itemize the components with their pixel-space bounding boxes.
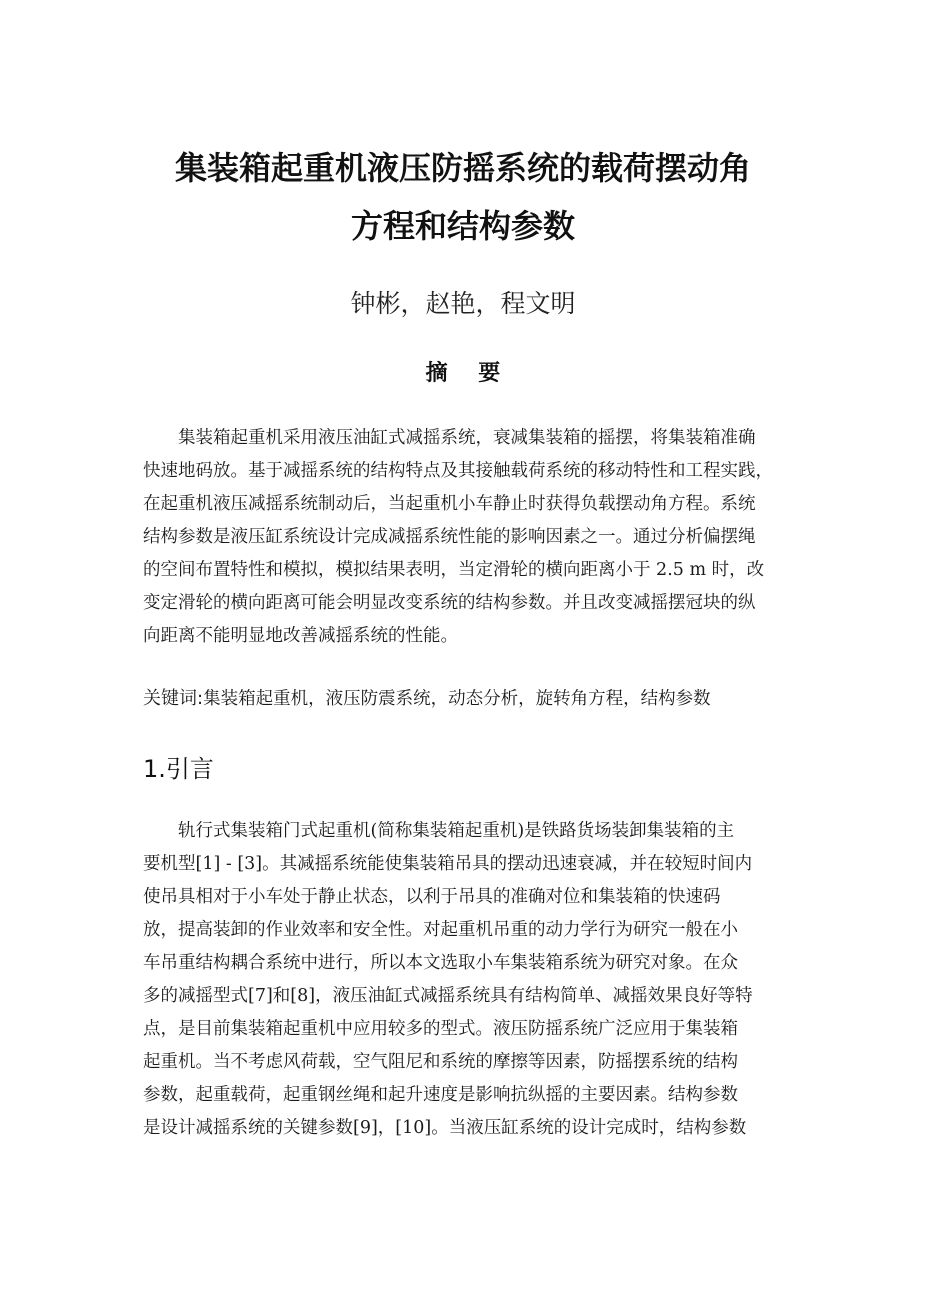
body-line: 是设计减摇系统的关键参数[9]，[10]。当液压缸系统的设计完成时，结构参数	[143, 1118, 747, 1138]
body-line: 起重机。当不考虑风荷载，空气阻尼和系统的摩擦等因素，防摇摆系统的结构	[143, 1052, 738, 1072]
abstract-line: 在起重机液压减摇系统制动后，当起重机小车静止时获得负载摆动角方程。系统	[143, 494, 756, 514]
abstract-line: 向距离不能明显地改善减摇系统的性能。	[143, 626, 458, 646]
body-line: 点，是目前集装箱起重机中应用较多的型式。液压防摇系统广泛应用于集装箱	[143, 1019, 738, 1039]
body-line: 放，提高装卸的作业效率和安全性。对起重机吊重的动力学行为研究一般在小	[143, 920, 738, 940]
body-line: 使吊具相对于小车处于静止状态，以利于吊具的准确对位和集装箱的快速码	[143, 887, 721, 907]
abstract-line: 结构参数是液压缸系统设计完成减摇系统性能的影响因素之一。通过分析偏摆绳	[143, 527, 756, 547]
abstract-line: 变定滑轮的横向距离可能会明显改变系统的结构参数。并且改变减摇摆冠块的纵	[143, 593, 756, 613]
abstract-line: 集装箱起重机采用液压油缸式减摇系统，衰减集装箱的摇摆，将集装箱准确	[178, 428, 756, 448]
body-line: 要机型[1] - [3]。其减摇系统能使集装箱吊具的摆动迅速衰减，并在较短时间内	[143, 854, 753, 874]
body-line: 多的减摇型式[7]和[8]，液压油缸式减摇系统具有结构简单、减摇效果良好等特	[143, 986, 753, 1006]
section-heading-introduction: 1.引言	[143, 755, 214, 783]
keywords-label: 关键词:	[143, 688, 204, 709]
author-list: 钟彬，赵艳，程文明	[350, 289, 576, 318]
body-line: 车吊重结构耦合系统中进行，所以本文选取小车集装箱系统为研究对象。在众	[143, 953, 738, 973]
keywords-text: 集装箱起重机，液压防震系统，动态分析，旋转角方程，结构参数	[203, 689, 711, 709]
abstract-heading: 摘 要	[425, 361, 501, 386]
body-line: 轨行式集装箱门式起重机(简称集装箱起重机)是铁路货场装卸集装箱的主	[178, 821, 735, 841]
paper-title-line-1: 集装箱起重机液压防摇系统的载荷摆动角	[174, 149, 751, 187]
paper-title-line-2: 方程和结构参数	[350, 207, 575, 245]
keywords	[143, 686, 711, 712]
abstract-line: 快速地码放。基于减摇系统的结构特点及其接触载荷系统的移动特性和工程实践，	[143, 461, 773, 481]
body-line: 参数，起重载荷，起重钢丝绳和起升速度是影响抗纵摇的主要因素。结构参数	[143, 1085, 738, 1105]
abstract-line: 的空间布置特性和模拟，模拟结果表明，当定滑轮的横向距离小于 2.5 m 时，改	[143, 560, 765, 580]
